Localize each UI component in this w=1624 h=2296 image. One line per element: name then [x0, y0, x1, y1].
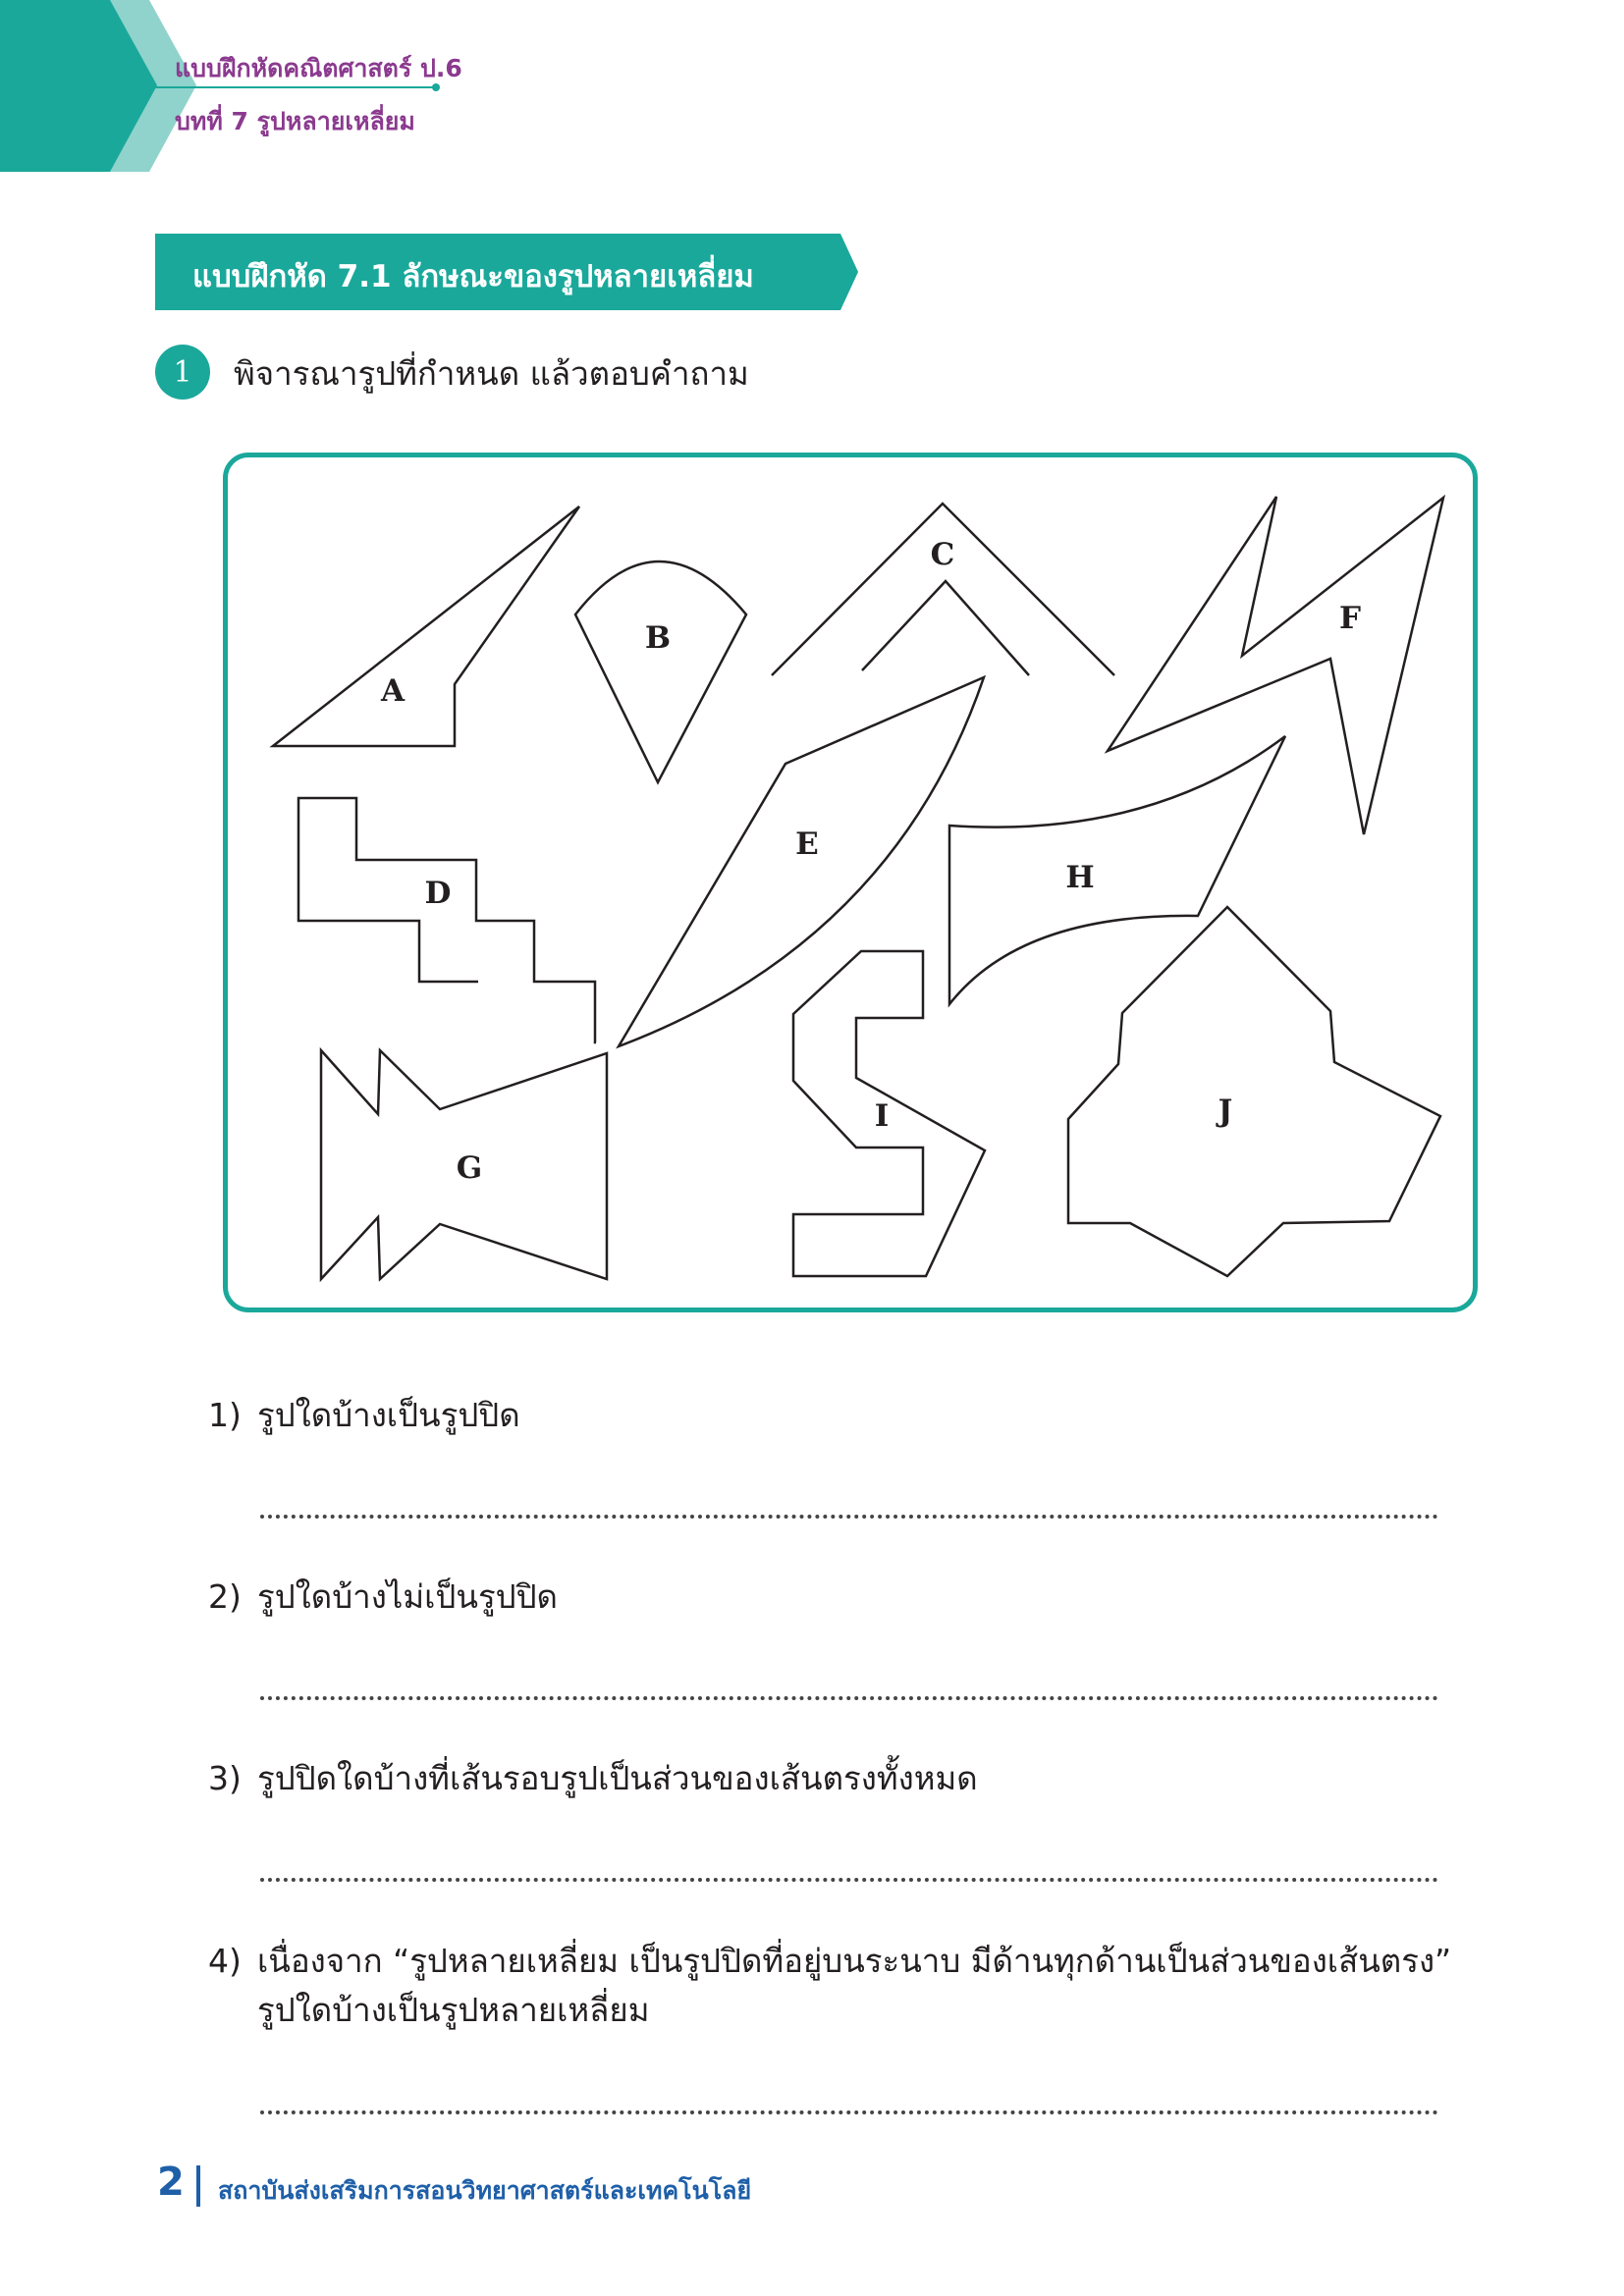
- answer-line-4[interactable]: [260, 2110, 1438, 2114]
- footer-divider: [196, 2165, 200, 2207]
- shape-b: [575, 561, 746, 782]
- subquestion-3: [208, 1754, 978, 1803]
- question-number-badge: 1: [155, 345, 210, 400]
- subquestion-number: 4): [208, 1942, 242, 1980]
- footer-organization: สถาบันส่งเสริมการสอนวิทยาศาสตร์และเทคโนโลยี: [218, 2176, 752, 2205]
- label-g: G: [456, 1150, 483, 1186]
- subquestion-number: 2): [208, 1577, 242, 1616]
- shape-i: [793, 951, 985, 1276]
- shape-h: [949, 736, 1285, 1004]
- shape-f: [1108, 497, 1443, 834]
- subquestion-number: 3): [208, 1759, 242, 1797]
- shape-d: [298, 798, 596, 1042]
- page-number: 2: [157, 2160, 185, 2205]
- shape-j: [1068, 907, 1440, 1276]
- label-b: B: [644, 620, 672, 656]
- subquestion-text: รูปใดบ้างไม่เป็นรูปปิด: [257, 1577, 558, 1616]
- subquestion-text: รูปใดบ้างเป็นรูปปิด: [257, 1396, 520, 1434]
- label-a: A: [380, 673, 406, 709]
- subquestion-text: เนื่องจาก “รูปหลายเหลี่ยม เป็นรูปปิดที่อยู่บนระนาบ มีด้านทุกด้านเป็นส่วนของเส้นตรง”: [257, 1942, 1452, 1980]
- shape-c-inner: [862, 581, 1029, 675]
- subquestion-2: [208, 1573, 558, 1622]
- answer-line-1[interactable]: [260, 1515, 1438, 1519]
- subquestion-number: 1): [208, 1396, 242, 1434]
- label-c: C: [930, 537, 955, 572]
- exercise-title: แบบฝึกหัด 7.1 ลักษณะของรูปหลายเหลี่ยม: [192, 259, 754, 294]
- answer-line-2[interactable]: [260, 1696, 1438, 1700]
- header-chapter: บทที่ 7 รูปหลายเหลี่ยม: [175, 107, 415, 135]
- shape-c-outer: [772, 504, 1114, 675]
- label-h: H: [1065, 860, 1095, 895]
- header-subject: แบบฝึกหัดคณิตศาสตร์ ป.6: [175, 54, 462, 82]
- label-j: J: [1218, 1094, 1233, 1129]
- answer-line-3[interactable]: [260, 1878, 1438, 1882]
- question-text: พิจารณารูปที่กำหนด แล้วตอบคำถาม: [234, 354, 749, 393]
- subquestion-text: รูปปิดใดบ้างที่เส้นรอบรูปเป็นส่วนของเส้นตรงทั้งหมด: [257, 1759, 978, 1797]
- subquestion-4: [208, 1937, 1451, 2035]
- label-d: D: [424, 876, 452, 911]
- shape-e: [619, 677, 984, 1046]
- subquestion-continuation: รูปใดบ้างเป็นรูปหลายเหลี่ยม: [257, 1991, 650, 2029]
- subquestion-1: [208, 1391, 520, 1440]
- label-e: E: [795, 827, 819, 862]
- shape-a: [273, 507, 579, 746]
- label-i: I: [874, 1098, 890, 1134]
- label-f: F: [1338, 601, 1362, 636]
